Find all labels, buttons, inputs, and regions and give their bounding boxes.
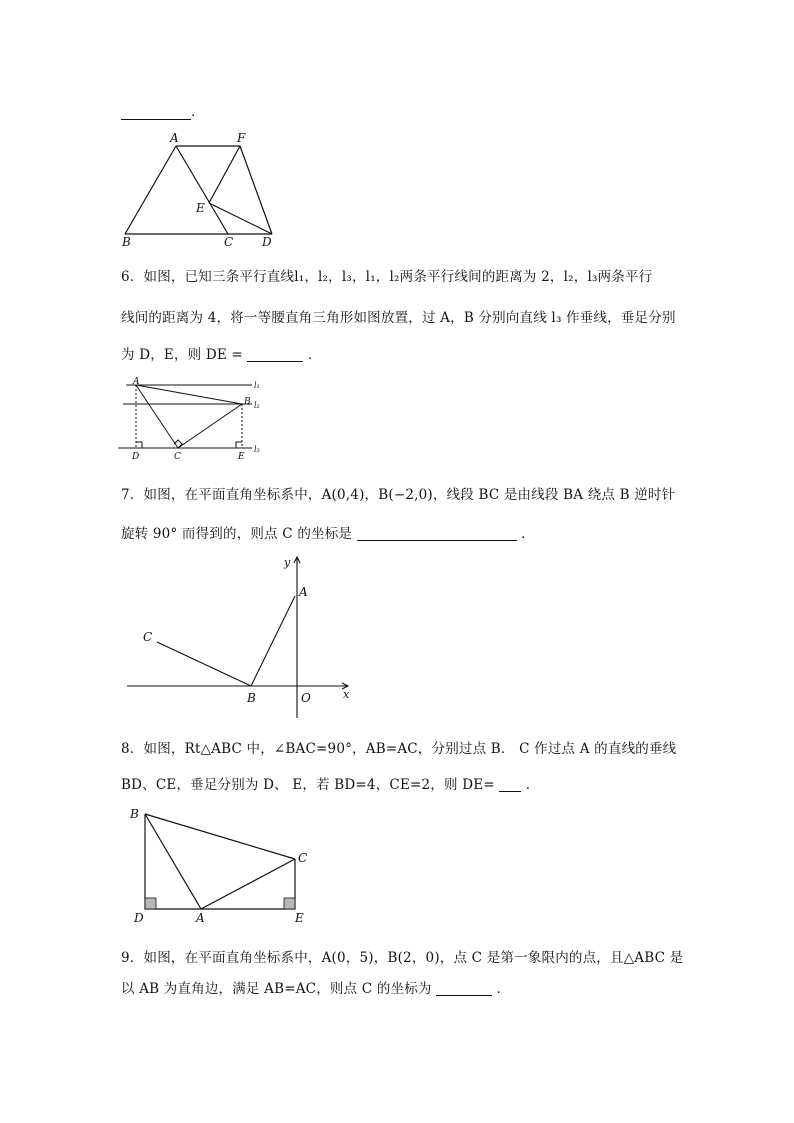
fig6-segment-ac	[136, 385, 178, 448]
q7-line-1: 7．如图，在平面直角坐标系中，A(0,4)，B(−2,0)，线段 BC 是由线段 BA 绕点 B 逆时针	[121, 487, 676, 503]
fig6-right-angle-e	[236, 442, 242, 448]
fig5-segment-ac	[176, 146, 228, 234]
q5-answer-blank[interactable]	[121, 107, 191, 120]
fig5-segment-fe	[209, 146, 240, 203]
fig8-right-angle-e	[284, 898, 295, 909]
q9-answer-blank[interactable]	[436, 981, 492, 996]
fig6-label-l3: l₃	[254, 445, 260, 454]
fig8-label-d: D	[134, 911, 144, 925]
q9-line-2-text: 以 AB 为直角边，满足 AB=AC，则点 C 的坐标为	[121, 981, 432, 997]
fig7-label-x: x	[343, 688, 350, 701]
q6-line-3-end: ．	[307, 347, 322, 363]
q6-line-1: 6．如图，已知三条平行直线l₁，l₂，l₃，l₁，l₂两条平行线间的距离为 2，l₂，l₃两条平行	[121, 269, 653, 285]
fig6-label-d: D	[132, 452, 140, 462]
fig8-label-b: B	[130, 807, 139, 821]
q8-line-2	[121, 773, 540, 793]
q9-line-1: 9．如图，在平面直角坐标系中，A(0，5)，B(2，0)，点 C 是第一象限内的点，且△ABC 是	[121, 950, 684, 966]
fig8-right-angle-d	[145, 898, 156, 909]
fig8-label-a: A	[196, 911, 205, 925]
figure-q8	[125, 802, 325, 926]
q8-line-1: 8．如图，Rt△ABC 中，∠BAC=90°，AB=AC，分别过点 B． C 作过点 A 的直线的垂线	[121, 741, 677, 757]
fig7-label-b: B	[247, 691, 256, 705]
fig5-label-b: B	[122, 235, 131, 249]
q7-line-2-end: ．	[521, 526, 535, 542]
figure-q5	[110, 128, 290, 250]
fig7-label-o: O	[301, 691, 311, 705]
fig5-label-c: C	[224, 235, 234, 249]
q7-line-2-text: 旋转 90° 而得到的，则点 C 的坐标是	[121, 526, 353, 542]
fig7-segment-ba	[251, 596, 295, 686]
fig6-segment-ab	[136, 385, 242, 404]
figure-q6	[118, 375, 268, 465]
q6-line-3	[121, 343, 322, 363]
fig6-right-angle-d	[136, 442, 142, 448]
fig6-label-a: A	[133, 377, 140, 387]
fig5-segment-ab	[125, 146, 176, 234]
fig5-label-d: D	[262, 235, 272, 249]
q5-period: .	[191, 104, 196, 120]
fig7-label-a: A	[299, 585, 308, 599]
fig7-segment-bc	[157, 642, 251, 686]
q6-line-3-text: 为 D，E，则 DE =	[121, 347, 243, 363]
fig6-label-b: B	[244, 397, 251, 407]
fig6-label-c: C	[174, 452, 181, 462]
fig7-label-y: y	[284, 556, 291, 569]
q7-line-2	[121, 522, 535, 542]
fig8-label-c: C	[298, 851, 308, 865]
q7-answer-blank[interactable]	[357, 526, 517, 541]
fig5-label-a: A	[170, 131, 179, 145]
fig6-label-l1: l₁	[254, 381, 260, 390]
fig5-label-e: E	[196, 201, 205, 215]
fig7-label-c: C	[143, 630, 153, 644]
fig6-label-e: E	[238, 452, 245, 462]
fig6-label-l2: l₂	[254, 401, 260, 410]
q6-line-2: 线间的距离为 4，将一等腰直角三角形如图放置，过 A，B 分别向直线 l₃ 作垂线，垂足分别	[121, 310, 676, 326]
q9-line-2	[121, 977, 510, 997]
fig8-label-e: E	[295, 911, 304, 925]
q9-line-2-end: ．	[496, 981, 511, 997]
q8-line-2-end: ．	[525, 777, 540, 793]
fig6-segment-bc	[178, 404, 242, 448]
q6-answer-blank[interactable]	[247, 347, 303, 362]
fig8-segment-ac	[201, 859, 295, 909]
figure-q7	[125, 552, 365, 722]
q8-line-2-text: BD、CE，垂足分别为 D、 E，若 BD=4，CE=2，则 DE=	[121, 777, 495, 793]
fig5-label-f: F	[237, 131, 246, 145]
q8-answer-blank[interactable]	[499, 777, 521, 792]
